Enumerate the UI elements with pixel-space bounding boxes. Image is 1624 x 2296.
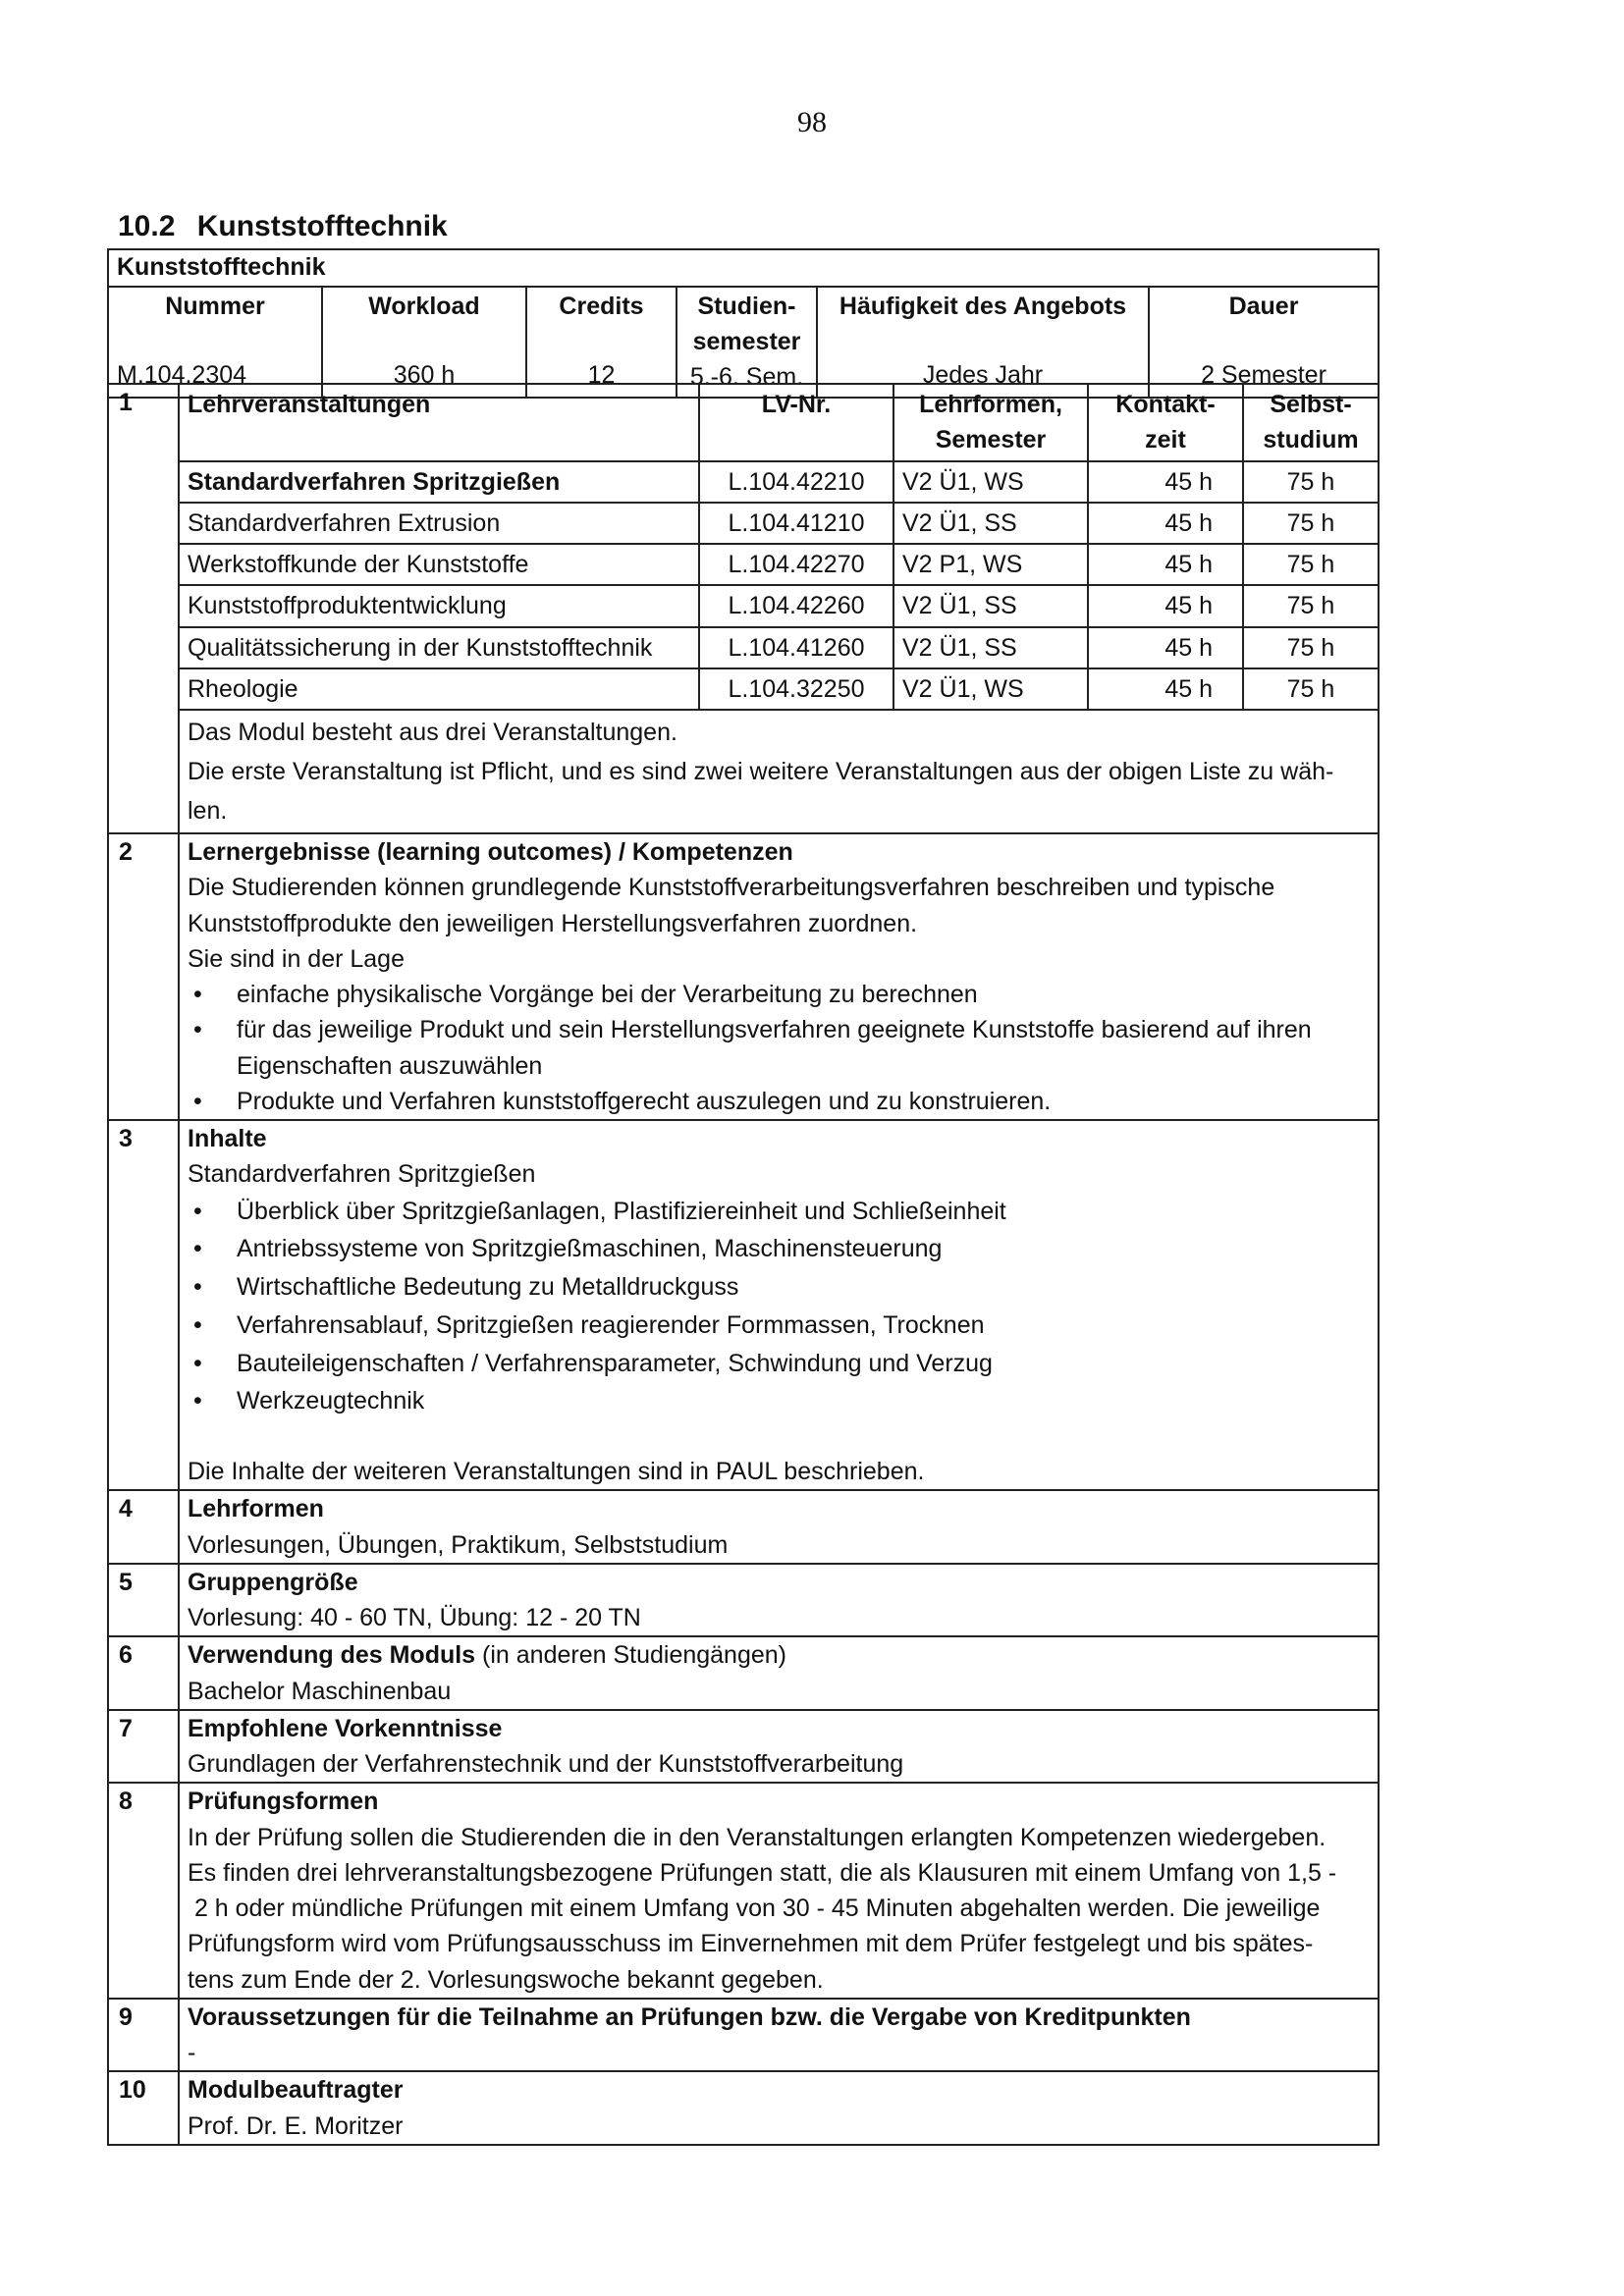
list-item: • Produkte und Verfahren kunststoffgerecht auszulegen und zu konstruieren. <box>188 1084 1370 1119</box>
studiensemester-label-2: semester <box>692 328 801 355</box>
list-item: • Wirtschaftliche Bedeutung zu Metalldruckguss <box>188 1268 1370 1307</box>
section-title: Kunststofftechnik <box>196 210 448 242</box>
course-kontakt: 45 h <box>1088 503 1243 544</box>
course-name: Qualitätssicherung in der Kunststofftechnik <box>180 627 699 668</box>
course-lvnr: L.104.42260 <box>699 585 893 626</box>
row-number: 5 <box>108 1564 179 1637</box>
module-title: Kunststofftechnik <box>108 249 1379 287</box>
lehrformen-label-1: Lehrformen, <box>919 391 1062 418</box>
course-selbst: 75 h <box>1243 627 1378 668</box>
section-heading <box>118 210 448 243</box>
course-row <box>180 461 1378 503</box>
studiensemester-value: 5.-6. Sem. <box>689 363 804 392</box>
studiensemester-cell <box>677 287 817 398</box>
nummer-value: M.104.2304 <box>117 361 247 389</box>
lernergebnisse-cell <box>179 833 1379 1120</box>
course-form: V2 Ü1, SS <box>893 503 1088 544</box>
haeufigkeit-value: Jedes Jahr <box>922 361 1044 389</box>
course-name: Werkstoffkunde der Kunststoffe <box>180 544 699 585</box>
workload-label: Workload <box>368 292 480 320</box>
module-header-table <box>107 248 1380 399</box>
nummer-cell <box>108 287 322 398</box>
row-number: 10 <box>108 2071 179 2145</box>
section-row-3 <box>108 1120 1379 1490</box>
workload-value: 360 h <box>393 361 456 389</box>
course-lvnr: L.104.41260 <box>699 627 893 668</box>
pruefungsformen-line-2: Es finden drei lehrveranstaltungsbezogene Prüfungen statt, die als Klausuren mit einem Umfang von 1,5 - <box>188 1858 1337 1887</box>
pruefungsformen-line-4: Prüfungsform wird vom Prüfungsausschuss im Einvernehmen mit dem Prüfer festgelegt und bis spätes- <box>188 1930 1314 1958</box>
workload-cell <box>322 287 526 398</box>
course-name: Rheologie <box>180 668 699 710</box>
inhalte-cell <box>179 1120 1379 1490</box>
course-kontakt: 45 h <box>1088 461 1243 503</box>
row-number: 9 <box>108 1999 179 2072</box>
inhalte-list <box>188 1193 1370 1421</box>
course-row <box>180 503 1378 544</box>
modulbeauftragter-cell <box>179 2071 1379 2145</box>
course-lvnr: L.104.42210 <box>699 461 893 503</box>
verwendung-title-suffix: (in anderen Studiengängen) <box>475 1641 787 1670</box>
credits-label: Credits <box>559 292 644 320</box>
course-name: Standardverfahren Spritzgießen <box>180 461 699 503</box>
course-selbst: 75 h <box>1243 544 1378 585</box>
list-item: • Antriebssysteme von Spritzgießmaschinen, Maschinensteuerung <box>188 1230 1370 1268</box>
verwendung-text: Bachelor Maschinenbau <box>188 1677 452 1705</box>
list-item: • Werkzeugtechnik <box>188 1382 1370 1420</box>
course-kontakt: 45 h <box>1088 627 1243 668</box>
course-name: Kunststoffproduktentwicklung <box>180 585 699 626</box>
verwendung-heading <box>188 1637 1370 1673</box>
section-row-6 <box>108 1636 1379 1710</box>
courses-cell <box>179 384 1379 833</box>
course-selbst: 75 h <box>1243 461 1378 503</box>
courses-table <box>180 385 1378 832</box>
haeufigkeit-label: Häufigkeit des Angebots <box>839 292 1127 320</box>
section-row-10 <box>108 2071 1379 2145</box>
section-row-8 <box>108 1783 1379 1999</box>
course-lvnr: L.104.32250 <box>699 668 893 710</box>
course-form: V2 Ü1, WS <box>893 461 1088 503</box>
voraussetzungen-text: - <box>188 2039 196 2066</box>
section-row-4 <box>108 1490 1379 1564</box>
row-number: 1 <box>108 384 179 833</box>
course-form: V2 P1, WS <box>893 544 1088 585</box>
section-row-1 <box>108 384 1379 833</box>
list-item: • Verfahrensablauf, Spritzgießen reagierender Formmassen, Trocknen <box>188 1307 1370 1345</box>
course-kontakt: 45 h <box>1088 544 1243 585</box>
course-form: V2 Ü1, SS <box>893 585 1088 626</box>
pruefungsformen-cell <box>179 1783 1379 1999</box>
vorkenntnisse-title: Empfohlene Vorkenntnisse <box>188 1714 503 1742</box>
dauer-cell <box>1149 287 1379 398</box>
lehrformen-cell <box>179 1490 1379 1564</box>
section-row-7 <box>108 1710 1379 1784</box>
credits-cell <box>526 287 677 398</box>
lernergebnisse-line-2: Kunststoffprodukte den jeweiligen Herstellungsverfahren zuordnen. <box>188 909 918 937</box>
voraussetzungen-cell <box>179 1999 1379 2072</box>
pruefungsformen-line-5: tens zum Ende der 2. Vorlesungswoche bekannt gegeben. <box>188 1965 824 1994</box>
inhalte-closing: Die Inhalte der weiteren Veranstaltungen sind in PAUL beschrieben. <box>188 1458 925 1485</box>
dauer-label: Dauer <box>1228 292 1299 320</box>
lernergebnisse-line-1: Die Studierenden können grundlegende Kunststoffverarbeitungsverfahren beschreiben und typische <box>188 874 1275 902</box>
section-row-9 <box>108 1999 1379 2072</box>
courses-header-lehrformen <box>893 385 1088 461</box>
vorkenntnisse-cell <box>179 1710 1379 1784</box>
courses-header-title: Lehrveranstaltungen <box>180 385 699 461</box>
row-number: 6 <box>108 1636 179 1710</box>
verwendung-cell <box>179 1636 1379 1710</box>
pruefungsformen-line-3: 2 h oder mündliche Prüfungen mit einem Umfang von 30 - 45 Minuten abgehalten werden. Die jeweilige <box>188 1895 1321 1922</box>
vorkenntnisse-text: Grundlagen der Verfahrenstechnik und der Kunststoffverarbeitung <box>188 1750 904 1778</box>
lehrformen-label-2: Semester <box>935 426 1047 454</box>
haeufigkeit-cell <box>817 287 1149 398</box>
lernergebnisse-line-3: Sie sind in der Lage <box>188 944 405 973</box>
course-selbst: 75 h <box>1243 668 1378 710</box>
lehrformen-title: Lehrformen <box>188 1495 324 1523</box>
section-row-5 <box>108 1564 1379 1637</box>
selbst-label-1: Selbst- <box>1270 391 1352 418</box>
course-selbst: 75 h <box>1243 585 1378 626</box>
course-name: Standardverfahren Extrusion <box>180 503 699 544</box>
kontakt-label-2: zeit <box>1145 426 1186 454</box>
nummer-label: Nummer <box>165 292 265 320</box>
page-number: 98 <box>797 106 827 138</box>
row-number: 8 <box>108 1783 179 1999</box>
row-number: 4 <box>108 1490 179 1564</box>
course-kontakt: 45 h <box>1088 668 1243 710</box>
course-form: V2 Ü1, SS <box>893 627 1088 668</box>
row-number: 3 <box>108 1120 179 1490</box>
list-item: • Überblick über Spritzgießanlagen, Plastifiziereinheit und Schließeinheit <box>188 1193 1370 1231</box>
verwendung-title: Verwendung des Moduls <box>188 1641 476 1670</box>
course-kontakt: 45 h <box>1088 585 1243 626</box>
studiensemester-label-1: Studien- <box>697 292 796 320</box>
courses-note-line-2: Die erste Veranstaltung ist Pflicht, und es sind zwei weitere Veranstaltungen aus der obigen Liste zu wäh- <box>188 758 1334 785</box>
module-header-row <box>108 287 1379 398</box>
course-lvnr: L.104.42270 <box>699 544 893 585</box>
voraussetzungen-title: Voraussetzungen für die Teilnahme an Prüfungen bzw. die Vergabe von Kreditpunkten <box>188 2002 1191 2031</box>
course-lvnr: L.104.41210 <box>699 503 893 544</box>
course-row <box>180 627 1378 668</box>
credits-value: 12 <box>587 361 616 389</box>
row-number: 2 <box>108 833 179 1120</box>
gruppengroesse-cell <box>179 1564 1379 1637</box>
selbst-label-2: studium <box>1263 426 1359 454</box>
course-selbst: 75 h <box>1243 503 1378 544</box>
modulbeauftragter-text: Prof. Dr. E. Moritzer <box>188 2111 404 2140</box>
course-row <box>180 668 1378 710</box>
gruppengroesse-text: Vorlesung: 40 - 60 TN, Übung: 12 - 20 TN <box>188 1604 641 1631</box>
list-item: • für das jeweilige Produkt und sein Herstellungsverfahren geeignete Kunststoffe basierend auf ihren Eigenschaften auszuwählen <box>188 1012 1370 1084</box>
list-item: • Bauteileigenschaften / Verfahrensparameter, Schwindung und Verzug <box>188 1345 1370 1383</box>
course-form: V2 Ü1, WS <box>893 668 1088 710</box>
list-item: • einfache physikalische Vorgänge bei der Verarbeitung zu berechnen <box>188 977 1370 1012</box>
courses-header-lvnr: LV-Nr. <box>699 385 893 461</box>
section-row-2 <box>108 833 1379 1120</box>
section-number: 10.2 <box>118 210 176 242</box>
pruefungsformen-title: Prüfungsformen <box>188 1788 379 1816</box>
courses-header-kontakt <box>1088 385 1243 461</box>
course-row <box>180 544 1378 585</box>
lehrformen-text: Vorlesungen, Übungen, Praktikum, Selbststudium <box>188 1530 729 1559</box>
courses-note-line-3: len. <box>188 797 228 825</box>
dauer-value: 2 Semester <box>1201 361 1326 389</box>
lernergebnisse-list <box>188 977 1370 1119</box>
courses-note <box>180 710 1378 832</box>
modulbeauftragter-title: Modulbeauftragter <box>188 2076 404 2105</box>
inhalte-subtitle: Standardverfahren Spritzgießen <box>188 1160 536 1189</box>
course-row <box>180 585 1378 626</box>
gruppengroesse-title: Gruppengröße <box>188 1568 358 1596</box>
lernergebnisse-title: Lernergebnisse (learning outcomes) / Kompetenzen <box>188 838 793 866</box>
module-details-table <box>107 383 1380 2146</box>
courses-header-selbst <box>1243 385 1378 461</box>
courses-note-line-1: Das Modul besteht aus drei Veranstaltungen. <box>188 719 677 746</box>
inhalte-title: Inhalte <box>188 1125 267 1152</box>
kontakt-label-1: Kontakt- <box>1115 391 1216 418</box>
pruefungsformen-line-1: In der Prüfung sollen die Studierenden die in den Veranstaltungen erlangten Kompetenzen wiedergeben. <box>188 1823 1326 1851</box>
row-number: 7 <box>108 1710 179 1784</box>
